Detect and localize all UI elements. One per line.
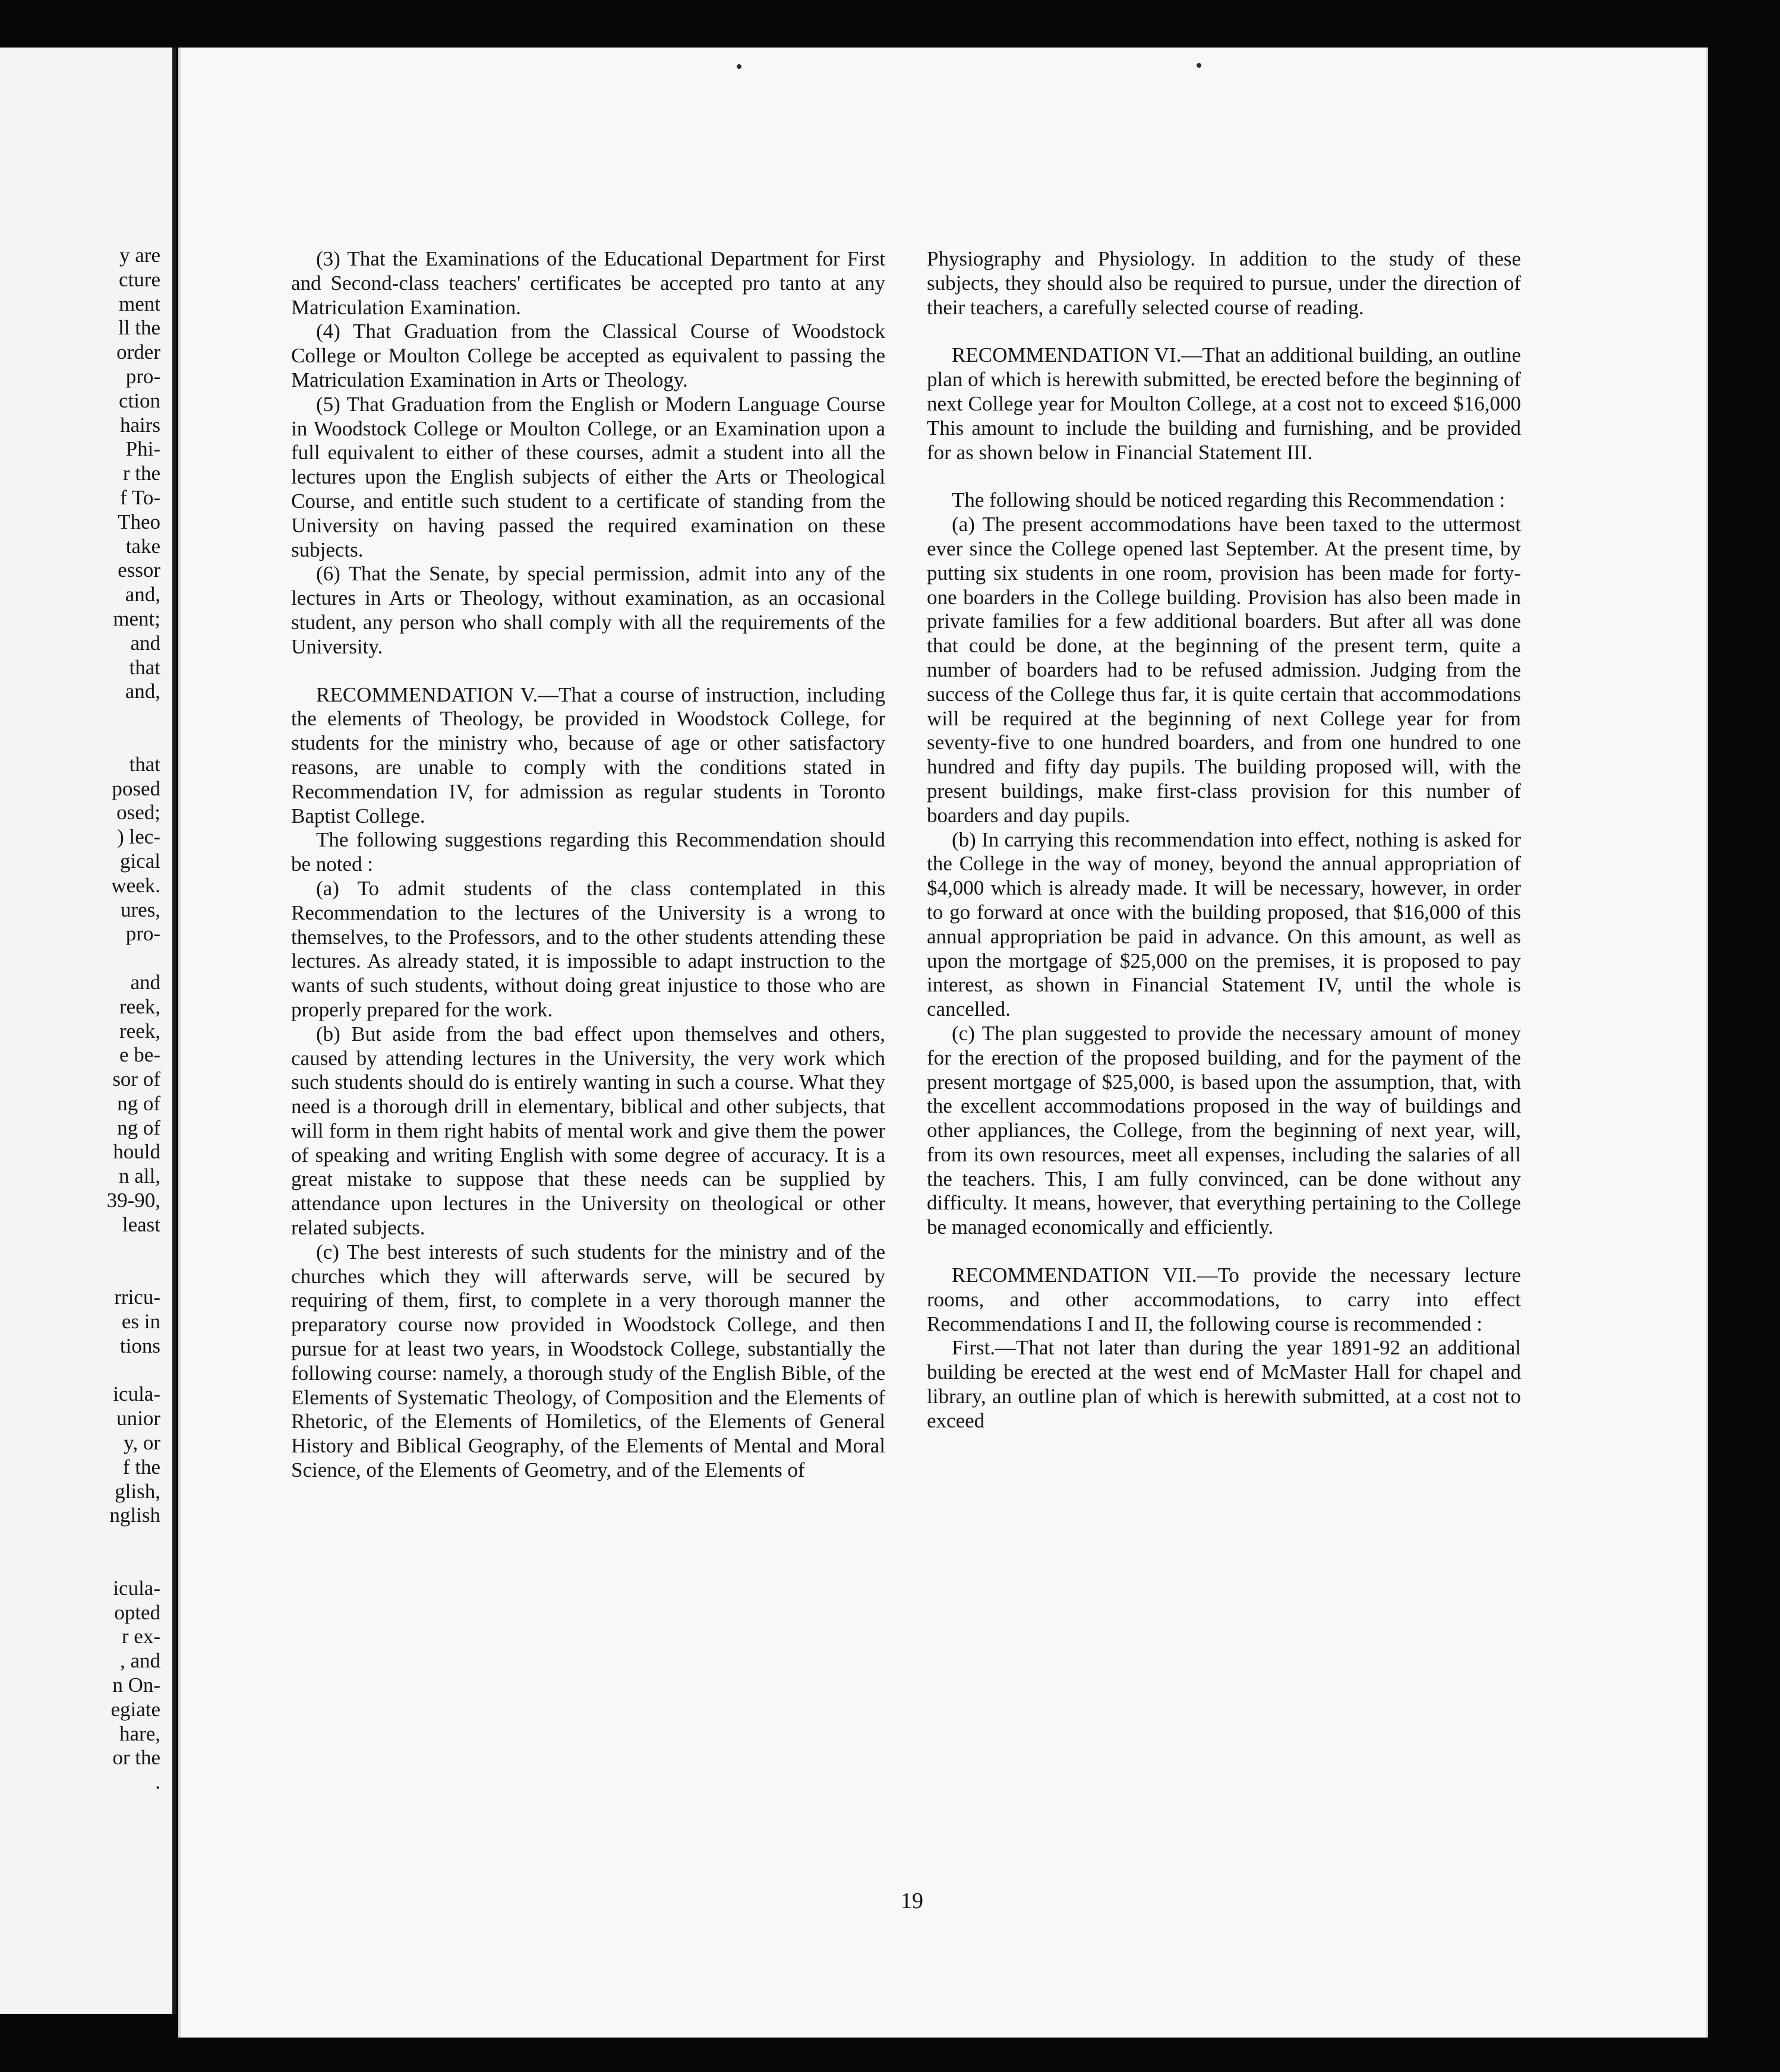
previous-page-line: y, or [124,1431,160,1455]
previous-page-line: ll the [118,316,160,340]
previous-page-line: . [155,1770,160,1794]
previous-page-line: y are [119,244,160,267]
previous-page-line: and [130,631,160,655]
previous-page-line [0,1552,160,1577]
previous-page-line: nglish [109,1504,160,1527]
previous-page-line: and [130,970,160,994]
paragraph: The following should be noticed regarding this Recommendation : [952,488,1506,512]
previous-page-line: hairs [119,413,160,437]
previous-page-line [0,1359,160,1383]
previous-page-line: pro- [125,364,160,388]
previous-page-line: hould [113,1140,160,1164]
previous-page-line: es in [121,1310,160,1334]
previous-page-line: unior [116,1407,160,1430]
previous-page-line: r the [122,462,160,485]
previous-page-line [0,704,160,728]
paragraph: (a) To admit students of the class contemplated in this Recommendation to the lectures of the University is a wrong to themselves, to the Professors, and to the other students attending these lectures. As already stated, it is impossible to adapt instruction to the wants of such students, without doing great injustice to those who are properly prepared for the work. [291,876,885,1021]
previous-page-line: hare, [119,1722,160,1745]
paragraph: (4) That Graduation from the Classical Course of Woodstock College or Moulton College be accepted as equivalent to passing the Matriculation Examination in Arts or Theology. [291,320,885,391]
paragraph: (5) That Graduation from the English or Modern Language Course in Woodstock College or Moulton College, or an Examination upon a full equivalent to either of these courses, admit a student into all the lectures upon the English subjects of either the Arts or Theological Course, and entitle such student to a certificate of standing from the University on having passed the required examination on these subjects. [291,392,885,561]
paragraph: (6) That the Senate, by special permission, admit into any of the lectures in Arts or Theology, without examination, as an occasional student, any person who shall comply with all the requirements of the University. [291,562,885,658]
previous-page-line: gical [119,849,160,873]
previous-page-line: cture [119,267,160,291]
previous-page-line: sor of [112,1067,160,1091]
previous-page-line: tions [119,1334,160,1357]
paragraph: (a) The present accommodations have been taxed to the uttermost ever since the College opened last September. At the present time, by putting six students in one room, provision has been made for forty-one boarders in the College building. Provision has also been made in private families for a few additional boarders. But after all was done that could be done, at the beginning of the present term, quite a number of boarders had to be refused admission. Judging from the success of the College thus far, it is quite certain that accommodations will be required at the beginning of next College year for from seventy-five to one hundred boarders, and from one hundred to one hundred and fifty day pupils. The building proposed will, with the present buildings, make first-class provision for this number of boarders and day pupils. [927,513,1521,827]
previous-page-line: icula- [113,1576,160,1600]
previous-page-fragment [0,48,176,2014]
previous-page-line: least [122,1212,160,1236]
previous-page-line: icula- [113,1382,160,1406]
left-column [291,247,885,1483]
previous-page-line: and, [125,583,160,607]
paragraph: First.—That not later than during the year 1891-92 an additional building be erected at the west end of McMaster Hall for chapel and library, an outline plan of which is herewith submitted, at a cost not to exceed [927,1336,1521,1432]
page-speck [1197,63,1201,68]
right-column [927,247,1521,1433]
paragraph: (c) The best interests of such students for the ministry and of the churches which they will afterwards serve, will be secured by requiring of them, first, to complete in a very thorough manner the preparatory course now provided in Woodstock College, and then pursue for at least two years, in Woodstock College, substantially the following course: namely, a thorough study of the English Bible, of the Elements of Systematic Theology, of Composition and the Elements of Rhetoric, of the Elements of Homiletics, of the Elements of General History and Biblical Geography, of the Elements of Mental and Moral Science, of the Elements of Geometry, and of the Elements of [291,1240,885,1482]
previous-page-line [0,1261,160,1285]
previous-page-line: ures, [120,898,160,921]
previous-page-line: e be- [119,1043,160,1067]
previous-page-line: f the [122,1455,160,1479]
previous-page-line [0,728,160,753]
previous-page-line: rricu- [114,1285,160,1309]
paragraph: Physiography and Physiology. In addition to the study of these subjects, they should also be required to pursue, under the direction of their teachers, a carefully selected course of reading. [927,247,1521,319]
paragraph: (3) That the Examinations of the Educational Department for First and Second-class teachers' certificates be accepted pro tanto at any Matriculation Examination. [291,247,885,319]
previous-page-line: ng of [117,1091,160,1115]
paragraph: (b) In carrying this recommendation into effect, nothing is asked for the College in the way of money, beyond the annual appropriation of $4,000 which is already made. It will be necessary, however, in order to go forward at once with the building proposed, that $16,000 of this annual appropriation be paid in advance. On this amount, as well as upon the mortgage of $25,000 on the premises, it is proposed to pay interest, as shown in Financial Statement IV, until the whole is cancelled. [927,827,1521,1021]
previous-page-line: week. [111,873,160,897]
previous-page-line: pro- [125,922,160,946]
previous-page-line: take [125,534,160,558]
previous-page-line: posed [112,776,160,800]
document-page [178,48,1708,2038]
previous-page-line: n all, [119,1164,160,1188]
previous-page-line: reek, [119,994,160,1018]
previous-page-line: essor [118,558,160,582]
previous-page-line: ment; [113,607,160,630]
previous-page-line: n On- [112,1673,160,1697]
previous-page-text [0,244,160,1795]
previous-page-line: f To- [120,485,160,509]
previous-page-line: reek, [119,1019,160,1043]
paragraph: (c) The plan suggested to provide the necessary amount of money for the erection of the proposed building, and for the payment of the present mortgage of $25,000, is based upon the assumption, that, with the excellent accommodations proposed in the way of buildings and other appliances, the College, from the beginning of next year, will, from its own resources, meet all expenses, including the salaries of all the teachers. This, I am fully convinced, can be done without any difficulty. It means, however, that everything pertaining to the College be managed economically and efficiently. [927,1021,1521,1239]
recommendation-vi: RECOMMENDATION VI.—That an additional building, an outline plan of which is herewith submitted, be erected before the beginning of next College year for Moulton College, at a cost not to exceed $16,000 This amount to include the building and furnishing, and be provided for as shown below in Financial Statement III. [927,343,1521,464]
previous-page-line [0,946,160,971]
previous-page-line: osed; [116,801,160,825]
previous-page-line: r ex- [121,1625,160,1648]
previous-page-line: Theo [118,510,160,533]
previous-page-line: ment [119,292,160,315]
previous-page-line: order [116,340,160,364]
previous-page-line: egiate [111,1697,160,1721]
recommendation-v: RECOMMENDATION V.—That a course of instruction, including the elements of Theology, be provided in Woodstock College, for students for the ministry who, because of age or other satisfactory reasons, are unable to comply with the conditions stated in Recommendation IV, for admission as regular students in Toronto Baptist College. [291,683,885,827]
page-number: 19 [901,1888,923,1913]
recommendation-vii: RECOMMENDATION VII.—To provide the necessary lecture rooms, and other accommodations, to carry into effect Recommendations I and II, the following course is recommended : [927,1264,1521,1335]
previous-page-line [0,1237,160,1262]
previous-page-line: ng of [117,1116,160,1139]
previous-page-line: , and [119,1649,160,1673]
previous-page-line: or the [112,1746,160,1770]
previous-page-line: glish, [115,1479,160,1503]
previous-page-line: Phi- [125,437,160,461]
paragraph: (b) But aside from the bad effect upon themselves and others, caused by attending lectures in the University, the very work which such students should do is entirely wanting in such a course. What they need is a thorough drill in elementary, biblical and other subjects, that will form in them right habits of mental work and give them the power of speaking and writing English with some degree of accuracy. It is a great mistake to suppose that these needs can be supplied by attendance upon lectures in the University on theological or other related subjects. [291,1022,885,1240]
previous-page-line: that [129,752,160,776]
previous-page-line: opted [114,1600,160,1624]
previous-page-line: 39-90, [106,1189,160,1212]
previous-page-line: that [129,655,160,679]
paragraph: The following suggestions regarding this Recommendation should be noted : [291,828,885,876]
previous-page-line: ) lec- [117,825,160,849]
page-speck [737,64,741,69]
previous-page-line: ction [119,389,160,412]
previous-page-line: and, [125,680,160,703]
previous-page-line [0,1528,160,1552]
